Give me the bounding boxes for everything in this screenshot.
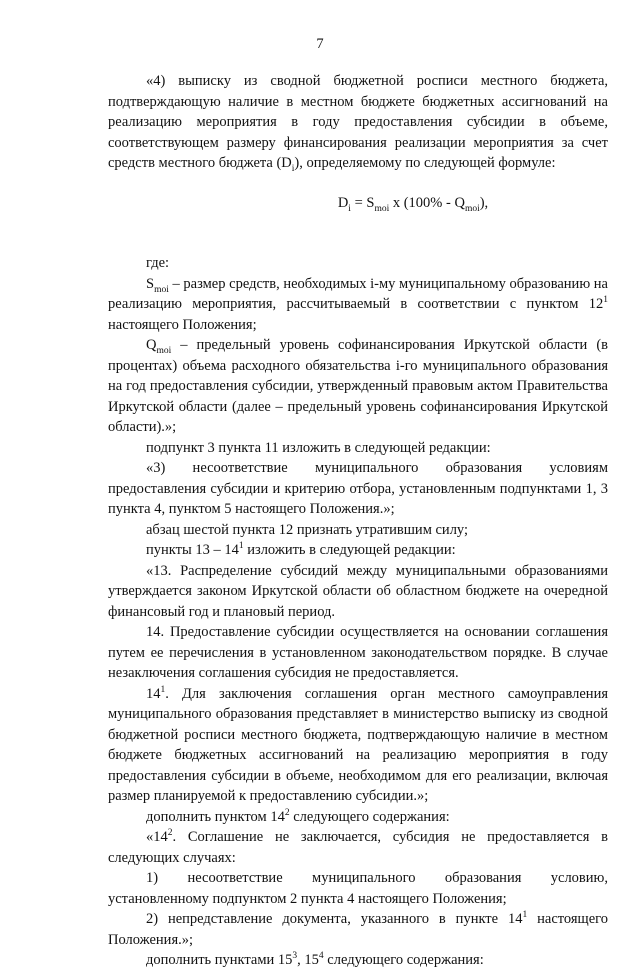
paragraph-14-2: «$14^2$. Соглашение не заключается, субсидия не предоставляется в следующих случаях:	[108, 828, 608, 866]
page-number: 7	[316, 36, 324, 52]
paragraph-s-definition: $S_{moi}$ – размер средств, необходимых i-му муниципальному образованию на реализацию мероприятия, рассчитываемый в соответствии с пунктом $12^1$ настоящего Положения;	[108, 275, 608, 333]
document-body	[108, 71, 608, 971]
paragraph-14: 14. Предоставление субсидии осуществляется на основании соглашения путем ее перечисления в установленном законодательством порядке. В случае незаключения соглашения субсидия не предоставляется.	[108, 624, 608, 681]
paragraph-add-15: дополнить пунктами $15^3$, $15^4$ следующего содержания:	[146, 951, 484, 968]
paragraph-subpoint-3: подпункт 3 пункта 11 изложить в следующей редакции:	[146, 439, 491, 456]
formula: $D_i = S_{moi}$ x $(100\% - Q_{moi})$,	[337, 194, 489, 214]
paragraph-where: где:	[146, 255, 170, 271]
paragraph-13: «13. Распределение субсидий между муниципальными образованиями утверждается законом Иркутской области об областном бюджете на очередной финансовый год и плановый период.	[108, 562, 608, 620]
paragraph-points-13-14: пункты $13 - 14^1$ изложить в следующей редакции:	[146, 541, 456, 558]
paragraph-case-1: 1) несоответствие муниципального образования условию, установленному подпунктом 2 пункта 4 настоящего Положения;	[108, 870, 608, 907]
paragraph-abzac: абзац шестой пункта 12 признать утратившим силу;	[146, 521, 469, 538]
paragraph-item-3: «3) несоответствие муниципального образования условиям предоставления субсидии и критерию отбора, установленным подпунктами 1, 3 пункта 4, пунктом 5 настоящего Положения.»;	[108, 460, 608, 517]
paragraph-case-2: 2) непредставление документа, указанного в пункте $14^1$ настоящего Положения.»;	[108, 910, 608, 948]
paragraph-14-1: $14^1$. Для заключения соглашения орган местного самоуправления муниципального образования представляет в министерство выписку из сводной бюджетной росписи местного бюджета, подтверждающую наличие в местном бюджете бюджетных ассигнований на реализацию мероприятия в году предоставления субсидии в объеме, необходимом для его реализации, включая размер планируемой к предоставлению субсидии.»;	[108, 684, 608, 804]
paragraph-add-14-2: дополнить пунктом $14^2$ следующего содержания:	[146, 807, 450, 825]
paragraph-q-definition: $Q_{moi}$ – предельный уровень софинансирования Иркутской области (в процентах) объема расходного обязательства i-го муниципального образования на год предоставления субсидии, утвержденный правовым актом Правительства Иркутской области (далее – предельный уровень софинансирования Иркутской области).»;	[108, 337, 608, 435]
paragraph-item-4: «4) выписку из сводной бюджетной росписи местного бюджета, подтверждающую наличие в местном бюджете бюджетных ассигнований на реализацию мероприятия в году предоставления субсидии в объеме, соответствующем размеру финансирования реализации мероприятия за счет средств местного бюджета $(D_i)$, определяемому по следующей формуле:	[108, 73, 608, 174]
